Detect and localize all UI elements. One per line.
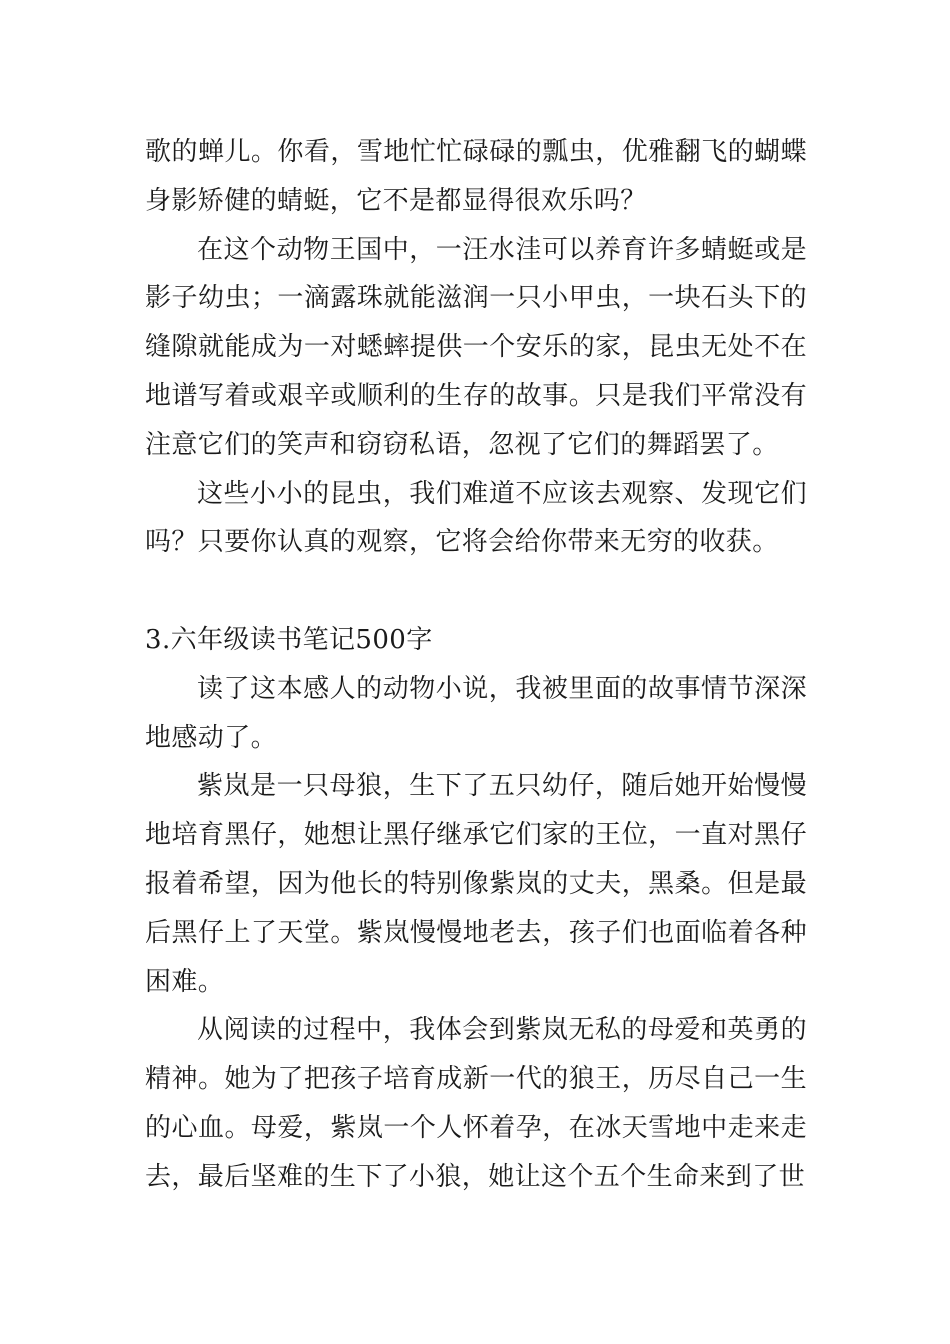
paragraph-continued: 歌的蝉儿。你看，雪地忙忙碌碌的瓢虫，优雅翻飞的蝴蝶身影矫健的蜻蜓，它不是都显得很欢乐吗？ xyxy=(145,137,807,216)
document-body xyxy=(145,128,807,1202)
section-heading: 3.六年级读书笔记500字 xyxy=(145,624,433,655)
paragraph-mother-love: 从阅读的过程中，我体会到紫岚无私的母爱和英勇的精神。她为了把孩子培育成新一代的狼王，历尽自己一生的心血。母爱，紫岚一个人怀着孕，在冰天雪地中走来走去，最后坚难的生下了小狼，她让这个五个生命来到了世 xyxy=(145,1015,807,1192)
paragraph-insect-kingdom: 在这个动物王国中，一汪水洼可以养育许多蜻蜓或是影子幼虫；一滴露珠就能滋润一只小甲虫，一块石头下的缝隙就能成为一对蟋蟀提供一个安乐的家，昆虫无处不在地谱写着或艰辛或顺利的生存的故事。只是我们平常没有注意它们的笑声和窃窃私语，忽视了它们的舞蹈罢了。 xyxy=(145,234,807,460)
paragraph-intro: 读了这本感人的动物小说，我被里面的故事情节深深地感动了。 xyxy=(145,673,807,753)
paragraph-zilan-story: 紫岚是一只母狼，生下了五只幼仔，随后她开始慢慢地培育黑仔，她想让黑仔继承它们家的王位，一直对黑仔报着希望，因为他长的特别像紫岚的丈夫，黑桑。但是最后黑仔上了天堂。紫岚慢慢地老去，孩子们也面临着各种困难。 xyxy=(145,771,807,997)
paragraph-observe-insects: 这些小小的昆虫，我们难道不应该去观察、发现它们吗？只要你认真的观察，它将会给你带来无穷的收获。 xyxy=(145,478,807,558)
